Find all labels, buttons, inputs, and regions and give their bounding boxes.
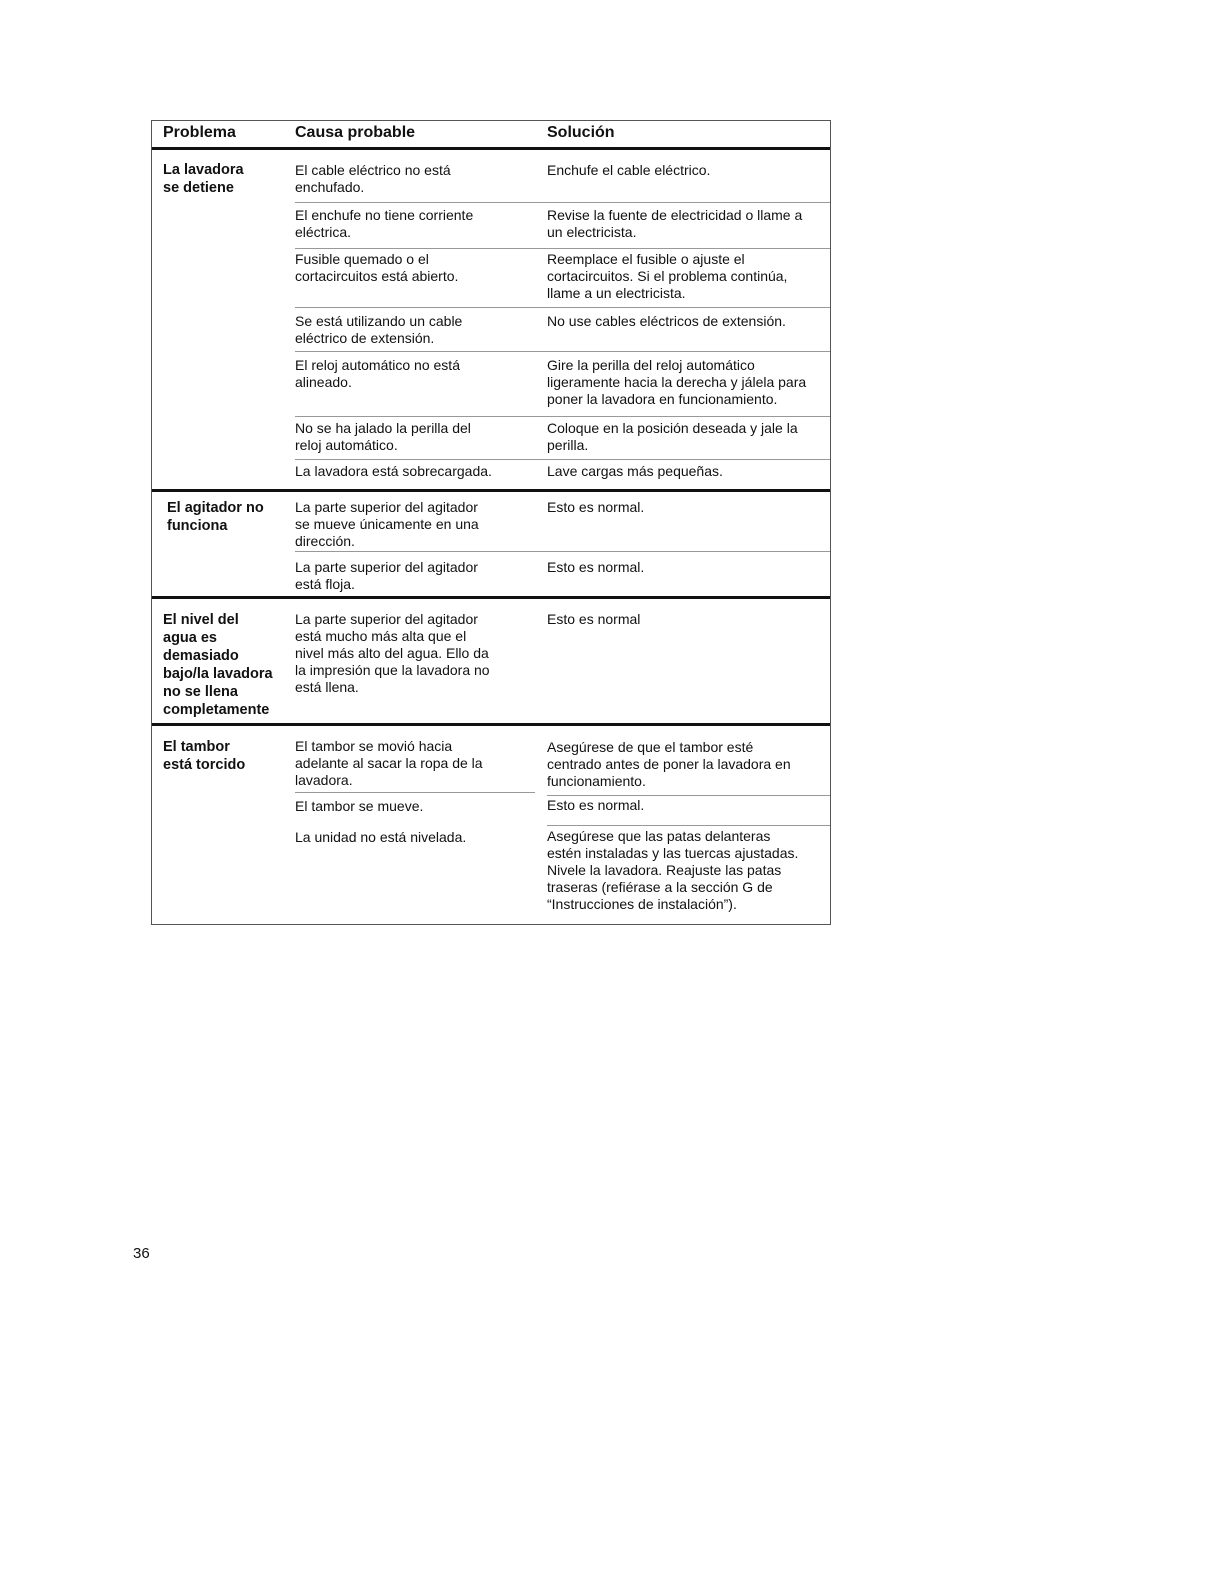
table-row [295, 459, 830, 490]
troubleshooting-table [151, 120, 831, 925]
solution-cell: Reemplace el fusible o ajuste el cortacircuitos. Si el problema continúa, llame a un electricista. [547, 251, 788, 301]
solution-cell: Asegúrese que las patas delanteras estén instaladas y las tuercas ajustadas. Nivele la lavadora. Reajuste las patas traseras (refiérase a la sección G de “Instrucciones de instalación”). [547, 828, 799, 912]
table-header [152, 121, 830, 150]
cause-cell: La lavadora está sobrecargada. [295, 463, 492, 479]
cause-cell: El reloj automático no está alineado. [295, 357, 460, 390]
cause-cell: La unidad no está nivelada. [295, 829, 467, 845]
table-row [295, 202, 830, 249]
solution-cell: Revise la fuente de electricidad o llame a un electricista. [547, 207, 803, 240]
cause-cell: Se está utilizando un cable eléctrico de extensión. [295, 313, 463, 346]
table-row-solution [295, 795, 830, 823]
solution-cell: Enchufe el cable eléctrico. [547, 162, 711, 178]
problem-label: El nivel del agua es demasiado bajo/la lavadora no se llena completamente [163, 612, 273, 718]
cause-cell: El tambor se mueve. [295, 798, 424, 814]
problem-group [152, 150, 830, 489]
solution-cell: Asegúrese de que el tambor esté centrado antes de poner la lavadora en funcionamiento. [547, 739, 791, 789]
solution-cell: Esto es normal. [547, 499, 645, 515]
cause-cell: El enchufe no tiene corriente eléctrica. [295, 207, 474, 240]
table-row [295, 726, 830, 792]
cause-cell: El tambor se movió hacia adelante al sacar la ropa de la lavadora. [295, 738, 483, 788]
table-row [295, 416, 830, 460]
solution-cell: No use cables eléctricos de extensión. [547, 313, 786, 329]
cause-cell: Fusible quemado o el cortacircuitos está abierto. [295, 251, 459, 284]
solution-cell: Coloque en la posición deseada y jale la perilla. [547, 420, 798, 453]
cause-cell: La parte superior del agitador está mucho más alta que el nivel más alto del agua. Ello da la impresión que la lavadora no está llena. [295, 611, 490, 695]
table-row [295, 825, 830, 927]
solution-cell: Esto es normal. [547, 797, 645, 813]
problem-label: El tambor está torcido [163, 739, 246, 773]
problem-label: El agitador no funciona [167, 500, 264, 534]
table-row [295, 150, 830, 202]
solution-cell: Lave cargas más pequeñas. [547, 463, 723, 479]
table-row [295, 599, 830, 726]
table-row [295, 551, 830, 597]
page-number: 36 [133, 1245, 150, 1262]
table-row [295, 248, 830, 308]
solution-cell: Esto es normal [547, 611, 641, 627]
header-solution: Solución [547, 124, 615, 141]
header-problem: Problema [163, 124, 236, 141]
problem-group [152, 489, 830, 596]
solution-cell: Gire la perilla del reloj automático ligeramente hacia la derecha y jálela para poner la lavadora en funcionamiento. [547, 357, 807, 407]
problem-group [152, 596, 830, 726]
cause-cell: La parte superior del agitador se mueve únicamente en una dirección. [295, 499, 479, 549]
table-row [295, 307, 830, 352]
cause-cell: No se ha jalado la perilla del reloj automático. [295, 420, 471, 453]
cause-cell: El cable eléctrico no está enchufado. [295, 162, 451, 195]
table-row [295, 492, 830, 551]
problem-label: La lavadora se detiene [163, 162, 244, 196]
header-cause: Causa probable [295, 124, 416, 141]
solution-cell: Esto es normal. [547, 559, 645, 575]
table-row [295, 351, 830, 417]
problem-group [152, 723, 830, 927]
cause-cell: La parte superior del agitador está floja. [295, 559, 478, 592]
